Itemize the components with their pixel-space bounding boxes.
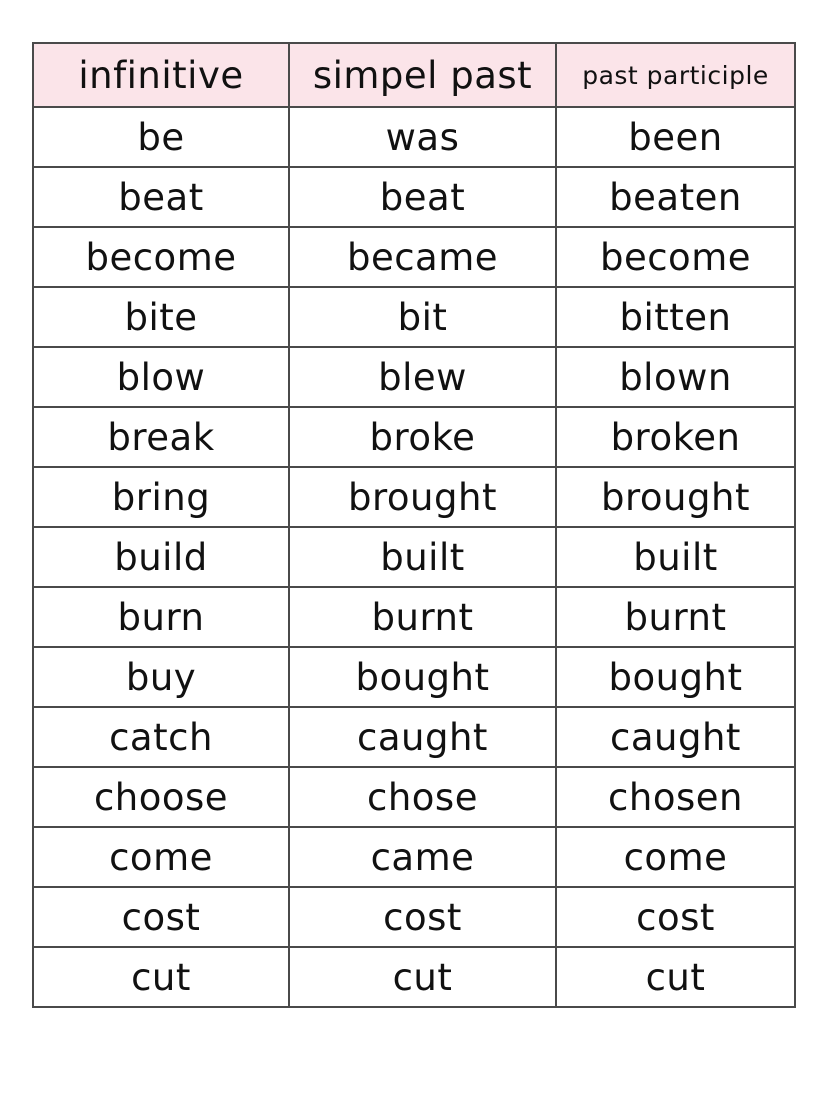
- table-row: [33, 227, 795, 287]
- infinitive-cell: beat: [33, 167, 289, 227]
- infinitive-cell: choose: [33, 767, 289, 827]
- past-participle-cell: come: [556, 827, 795, 887]
- table-row: [33, 827, 795, 887]
- past-participle-cell: burnt: [556, 587, 795, 647]
- simple-past-cell: burnt: [289, 587, 556, 647]
- table-row: [33, 287, 795, 347]
- simple-past-cell: brought: [289, 467, 556, 527]
- table-row: [33, 707, 795, 767]
- table-row: [33, 647, 795, 707]
- infinitive-cell: be: [33, 107, 289, 167]
- table-body: [33, 107, 795, 1007]
- table-row: [33, 767, 795, 827]
- infinitive-cell: cost: [33, 887, 289, 947]
- infinitive-cell: bring: [33, 467, 289, 527]
- table-row: [33, 347, 795, 407]
- past-participle-cell: beaten: [556, 167, 795, 227]
- past-participle-cell: cut: [556, 947, 795, 1007]
- past-participle-cell: cost: [556, 887, 795, 947]
- past-participle-cell: caught: [556, 707, 795, 767]
- simple-past-cell: beat: [289, 167, 556, 227]
- infinitive-cell: become: [33, 227, 289, 287]
- simple-past-cell: bit: [289, 287, 556, 347]
- header-row: [33, 43, 795, 107]
- simple-past-cell: caught: [289, 707, 556, 767]
- infinitive-cell: bite: [33, 287, 289, 347]
- past-participle-cell: bought: [556, 647, 795, 707]
- past-participle-cell: chosen: [556, 767, 795, 827]
- simple-past-cell: was: [289, 107, 556, 167]
- table-row: [33, 887, 795, 947]
- simple-past-cell: bought: [289, 647, 556, 707]
- table-row: [33, 467, 795, 527]
- past-participle-cell: bitten: [556, 287, 795, 347]
- past-participle-cell: broken: [556, 407, 795, 467]
- past-participle-cell: been: [556, 107, 795, 167]
- simple-past-cell: built: [289, 527, 556, 587]
- infinitive-cell: blow: [33, 347, 289, 407]
- simple-past-cell: cost: [289, 887, 556, 947]
- table-header: [33, 43, 795, 107]
- past-participle-cell: brought: [556, 467, 795, 527]
- simple-past-cell: cut: [289, 947, 556, 1007]
- past-participle-cell: blown: [556, 347, 795, 407]
- simple-past-cell: came: [289, 827, 556, 887]
- simple-past-cell: broke: [289, 407, 556, 467]
- infinitive-cell: build: [33, 527, 289, 587]
- simple-past-cell: chose: [289, 767, 556, 827]
- irregular-verbs-table: [32, 42, 796, 1008]
- simple-past-cell: became: [289, 227, 556, 287]
- table-row: [33, 587, 795, 647]
- table-row: [33, 167, 795, 227]
- header-infinitive: infinitive: [33, 43, 289, 107]
- past-participle-cell: become: [556, 227, 795, 287]
- infinitive-cell: cut: [33, 947, 289, 1007]
- table-row: [33, 107, 795, 167]
- table-row: [33, 947, 795, 1007]
- simple-past-cell: blew: [289, 347, 556, 407]
- past-participle-cell: built: [556, 527, 795, 587]
- infinitive-cell: buy: [33, 647, 289, 707]
- table-row: [33, 407, 795, 467]
- header-simple-past: simpel past: [289, 43, 556, 107]
- infinitive-cell: come: [33, 827, 289, 887]
- infinitive-cell: burn: [33, 587, 289, 647]
- infinitive-cell: catch: [33, 707, 289, 767]
- infinitive-cell: break: [33, 407, 289, 467]
- table-row: [33, 527, 795, 587]
- header-past-participle: past participle: [556, 43, 795, 107]
